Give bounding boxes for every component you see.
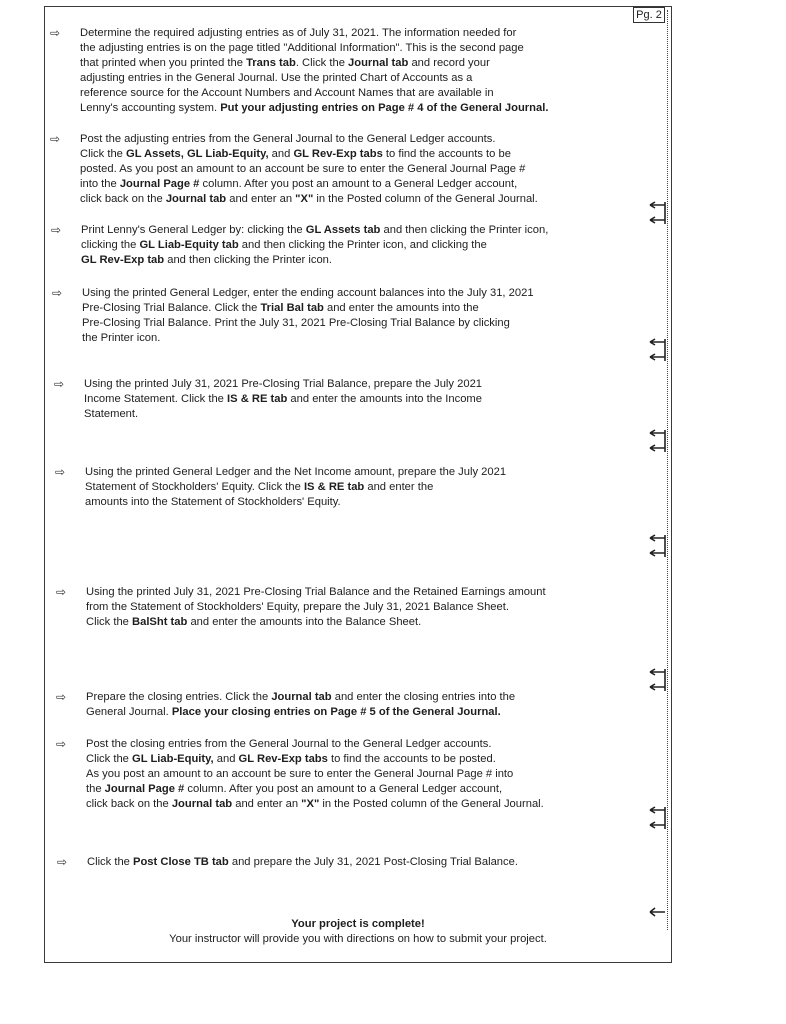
instruction-text: Pre-Closing Trial Balance. Print the July 31, 2021 Pre-Closing Trial Balance by clicking [82,317,510,329]
instruction-step-10 [57,855,518,870]
instruction-emphasis: Trial Bal tab [260,302,324,314]
instruction-line [82,331,534,346]
instruction-text: and enter the amounts into the [323,302,479,314]
instruction-emphasis: Journal Page # [119,178,200,190]
instruction-text: Using the printed General Ledger and the Net Income amount, prepare the July 2021 [85,466,507,478]
instruction-emphasis: "X" [301,798,320,810]
instruction-text: the adjusting entries is on the page titled "Additional Information". This is the second page [80,42,524,54]
instruction-emphasis: Journal tab [165,193,227,205]
completion-subtitle: Your instructor will provide you with directions on how to submit your project. [169,933,547,945]
instruction-text: General Journal. [86,706,172,718]
instruction-line [86,797,544,812]
instruction-text: Using the printed General Ledger, enter the ending account balances into the July 31, 2021 [82,287,534,299]
instruction-text: . Click the [295,57,349,69]
instruction-text: from the Statement of Stockholders' Equity, prepare the July 31, 2021 Balance Sheet. [86,601,509,613]
instruction-emphasis: GL Rev-Exp tab [81,254,165,266]
instruction-line [82,286,534,301]
instruction-line [80,71,548,86]
instruction-text: and prepare the July 31, 2021 Post-Closing Trial Balance. [228,856,518,868]
instruction-line [81,223,548,238]
instruction-step-8 [56,690,516,720]
instruction-text: Determine the required adjusting entries as of July 31, 2021. The information needed for [80,27,517,39]
instruction-text: clicking the [81,239,140,251]
instruction-emphasis: BalSht tab [132,616,188,628]
instruction-line [86,752,544,767]
instruction-line [80,41,548,56]
instruction-text: and enter the amounts into the Balance Sheet. [187,616,422,628]
instruction-line [80,192,538,207]
instruction-line [85,495,506,510]
instruction-text: into the [80,178,120,190]
instruction-line [82,316,534,331]
instruction-line [86,767,544,782]
instruction-text: and [268,148,294,160]
instruction-line [80,86,548,101]
instruction-line [80,132,538,147]
instruction-text: and record your [408,57,490,69]
instruction-text: Click the [86,616,133,628]
instruction-emphasis: IS & RE tab [227,393,288,405]
instruction-line [80,101,548,116]
instruction-text: that printed when you printed the [80,57,247,69]
instruction-text: click back on the [86,798,172,810]
arrow-right-icon: ⇨ [54,377,65,391]
instruction-step-2 [50,132,538,207]
instruction-text: Click the [80,148,127,160]
instruction-line [80,56,548,71]
instruction-text: Click the [86,753,133,765]
instruction-text: Prepare the closing entries. Click the [86,691,272,703]
instruction-text: Click the [87,856,134,868]
instruction-text: and enter the [364,481,434,493]
instruction-text: to find the accounts to be posted. [327,753,496,765]
arrow-right-icon: ⇨ [50,132,61,146]
instruction-emphasis: Journal tab [348,57,409,69]
instruction-text: column. After you post an amount to a General Ledger account, [184,783,503,795]
instruction-text: and enter an [226,193,296,205]
instruction-step-1 [50,26,549,116]
instruction-text: reference source for the Account Numbers and Account Names that are available in [80,87,494,99]
instruction-text: in the Posted column of the General Journal. [319,798,544,810]
instruction-text: Print Lenny's General Ledger by: clicking the [81,224,306,236]
instruction-emphasis: "X" [295,193,314,205]
instruction-line [80,177,538,192]
instruction-line [86,615,546,630]
margin-dotted-line [667,10,668,930]
instruction-text: to find the accounts to be [382,148,511,160]
instruction-line [84,392,482,407]
instruction-text: Post the closing entries from the General Journal to the General Ledger accounts. [86,738,492,750]
instruction-text: Post the adjusting entries from the General Journal to the General Ledger accounts. [80,133,496,145]
instruction-emphasis: Put your adjusting entries on Page # 4 of the General Journal. [220,102,549,114]
instruction-text: posted. As you post an amount to an account be sure to enter the General Journal Page # [80,163,526,175]
arrow-right-icon: ⇨ [55,465,66,479]
instruction-text: click back on the [80,193,166,205]
instruction-line [86,690,515,705]
margin-arrow-icon [646,533,668,559]
instruction-text: and enter the closing entries into the [331,691,516,703]
instruction-text: Statement of Stockholders' Equity. Click the [85,481,304,493]
instruction-text: the Printer icon. [82,332,161,344]
instruction-text: and then clicking the Printer icon, [380,224,549,236]
instruction-line [86,585,546,600]
instruction-text: and [213,753,239,765]
instruction-line [86,737,544,752]
instruction-text: in the Posted column of the General Journal. [313,193,538,205]
completion-message [44,917,672,947]
instruction-emphasis: Post Close TB tab [133,856,229,868]
instruction-line [81,238,548,253]
instruction-emphasis: GL Assets tab [305,224,381,236]
instruction-step-7 [56,585,546,630]
instruction-emphasis: GL Assets, GL Liab-Equity, [126,148,269,160]
instruction-step-4 [52,286,534,346]
instruction-line [81,253,548,268]
instruction-line [84,377,482,392]
instruction-text: Pre-Closing Trial Balance. Click the [82,302,261,314]
instruction-line [80,162,538,177]
instruction-emphasis: GL Rev-Exp tabs [238,753,328,765]
instruction-text: column. After you post an amount to a General Ledger account, [199,178,518,190]
instruction-step-5 [54,377,483,422]
instruction-text: and then clicking the Printer icon. [164,254,333,266]
margin-arrow-icon [646,200,668,226]
page-number: Pg. 2 [633,7,665,23]
arrow-right-icon: ⇨ [56,737,67,751]
instruction-emphasis: IS & RE tab [303,481,365,493]
instruction-text: Lenny's accounting system. [80,102,221,114]
instruction-emphasis: Trans tab [246,57,296,69]
instruction-line [85,465,506,480]
margin-arrow-icon [646,337,668,363]
instruction-step-3 [51,223,549,268]
instruction-line [82,301,534,316]
arrow-right-icon: ⇨ [56,690,67,704]
instruction-emphasis: GL Rev-Exp tabs [293,148,383,160]
arrow-right-icon: ⇨ [52,286,63,300]
completion-title: Your project is complete! [291,918,425,930]
instruction-emphasis: GL Liab-Equity, [132,753,214,765]
margin-arrow-icon [646,428,668,454]
instruction-emphasis: Journal Page # [104,783,185,795]
instruction-line [86,600,546,615]
instruction-emphasis: GL Liab-Equity tab [139,239,239,251]
instruction-text: and enter the amounts into the Income [287,393,482,405]
instruction-text: and then clicking the Printer icon, and clicking the [238,239,487,251]
instruction-line [86,782,544,797]
instruction-text: the [86,783,105,795]
arrow-right-icon: ⇨ [50,26,61,40]
instruction-text: amounts into the Statement of Stockholders' Equity. [85,496,341,508]
arrow-right-icon: ⇨ [51,223,62,237]
instruction-text: Income Statement. Click the [84,393,228,405]
instruction-text: As you post an amount to an account be sure to enter the General Journal Page # into [86,768,514,780]
instruction-step-9 [56,737,544,812]
instruction-line [84,407,482,422]
instruction-emphasis: Place your closing entries on Page # 5 of the General Journal. [171,706,501,718]
instruction-text: and enter an [232,798,302,810]
instruction-text: Using the printed July 31, 2021 Pre-Closing Trial Balance and the Retained Earnings amount [86,586,546,598]
instruction-line [80,26,548,41]
instruction-text: Using the printed July 31, 2021 Pre-Closing Trial Balance, prepare the July 2021 [84,378,483,390]
instruction-line [80,147,538,162]
arrow-right-icon: ⇨ [56,585,67,599]
instruction-text: Statement. [84,408,139,420]
instruction-line [87,855,518,870]
arrow-right-icon: ⇨ [57,855,68,869]
instruction-emphasis: Journal tab [171,798,233,810]
margin-arrow-icon [646,805,668,831]
instruction-line [85,480,506,495]
instruction-text: adjusting entries in the General Journal. Use the printed Chart of Accounts as a [80,72,473,84]
instruction-step-6 [55,465,507,510]
margin-arrow-icon [646,667,668,693]
instruction-line [86,705,515,720]
instruction-emphasis: Journal tab [271,691,332,703]
